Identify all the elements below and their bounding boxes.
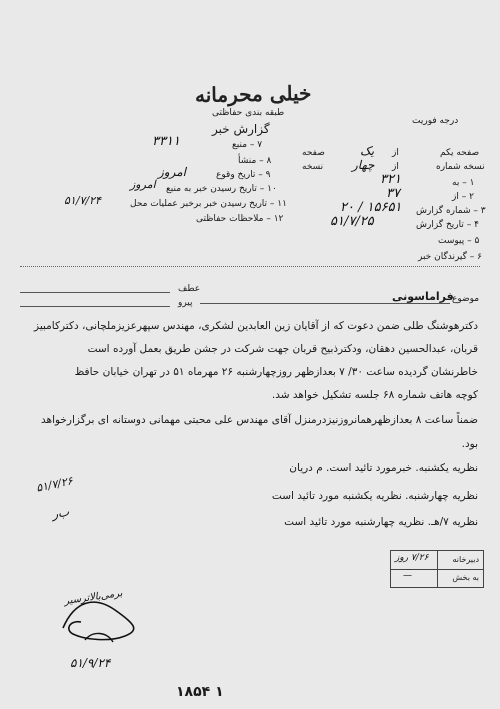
receipt-row1-value: ۷/۲۶ روز [395,553,429,563]
left-note-date: ۵۱/۷/۲۶ [35,474,74,495]
signature-date: ۵۱/۹/۲۴ [70,656,111,670]
body-line: بود. [461,438,478,450]
right-field-unit: نسخه [302,162,324,172]
body-line: قربان، عبدالحسین دهقان، ودکترذبیح قربان جهت شرکت در جشن طریق بعمل آورده است [87,343,478,355]
opinion-line: نظریه چهارشنبه. نظریه یکشنبه مورد تائید است [271,490,478,502]
right-field-label: ۶ – گیرندگان خبر [418,252,483,262]
classification-stamp: خیلی محرمانه [194,80,312,108]
right-field-label: ۵ – پیوست [438,236,480,246]
right-field-value: ۳۷ [386,186,400,201]
right-field-label: ۳ – شماره گزارش [416,206,486,216]
right-field-value: ۳۲۱ [380,172,401,187]
right-field-label: نسخه شماره [436,162,485,172]
right-field-mid: از [392,162,399,172]
right-field-mid: از [392,148,399,158]
right-field-value: ۱۵۶۵۱ / ۲۰ [340,200,402,215]
left-field-label: ۷ – منبع [232,140,263,150]
right-field-value: ۵۱/۷/۲۵ [330,214,374,229]
opinion-line: نظریه ۷/هـ. نظریه چهارشنبه مورد تائید است [284,516,478,528]
right-field-label: ۱ – به [452,178,475,188]
receipt-row1-label: دبیرخانه [452,555,479,564]
right-field-label: ۴ – تاریخ گزارش [416,220,479,230]
footer-number: ۱ ۱۸۵۴ [176,684,224,700]
section-divider [20,266,480,267]
opinion-line: نظریه یکشنبه. خبرمورد تائید است. م دریان [289,462,478,474]
atf-label: عطف [178,284,201,294]
left-field-label: ۱۲ – ملاحظات حفاظتی [196,214,284,224]
subject-line [200,303,450,304]
peyro-label: پیرو [178,298,193,308]
left-field-value: ۵۱/۷/۲۴ [64,194,101,207]
right-field-label: ۲ – از [452,192,474,202]
left-field-label: ۸ – منشأ [238,156,272,166]
left-field-label: ۹ – تاریخ وقوع [216,170,271,180]
atf-line [20,292,170,293]
left-field-value: امروز [130,178,156,191]
rank-label: درجه فوریت [412,116,459,126]
subject-label: موضوع [452,294,480,304]
signature-name: برمی‌بالاترسیر [63,587,124,608]
receipt-row2-label: به بخش [452,573,479,582]
right-field-unit: صفحه [302,148,325,158]
right-field-value: یک [360,144,375,158]
receipt-stamp [390,550,484,588]
body-line: کوچه هاتف شماره ۶۸ جلسه تشکیل خواهد شد. [271,389,478,401]
right-field-value: چهار [352,158,375,172]
classification-label: طبقه بندی حفاظتی [212,108,285,118]
subject-value: فراماسونی [392,290,454,303]
body-line: ضمناً ساعت ۸ بعدازظهرهمانروزنیزدرمنزل آقای مهندس علی محبتی مهمانی دوستانه ای برگزارخواهد [41,414,478,426]
right-field-label: صفحه یکم [440,148,480,158]
left-field-label: ۱۰ – تاریخ رسیدن خبر به منبع [166,184,277,194]
body-line: دکترهوشنگ طلی ضمن دعوت که از آقایان زین العابدین لشکری، مهندس سپهرعزیزملچانی، دکترکامبیز [34,320,478,332]
left-field-value: ۳۳۱۱ [152,134,180,149]
left-note-initials: ب‌ر [50,504,71,522]
report-title: گزارش خبر [212,122,270,136]
receipt-row2-value: — [403,571,412,581]
body-line: خاطرنشان گردیده ساعت ۳۰/ ۷ بعدازظهر روزچهارشنبه ۲۶ مهرماه ۵۱ در تهران خیابان حافظ [74,366,478,378]
left-field-label: ۱۱ – تاریخ رسیدن خبر برخبر عملیات محل [130,199,287,209]
peyro-line [20,306,170,307]
left-field-value: امروز [158,165,186,179]
